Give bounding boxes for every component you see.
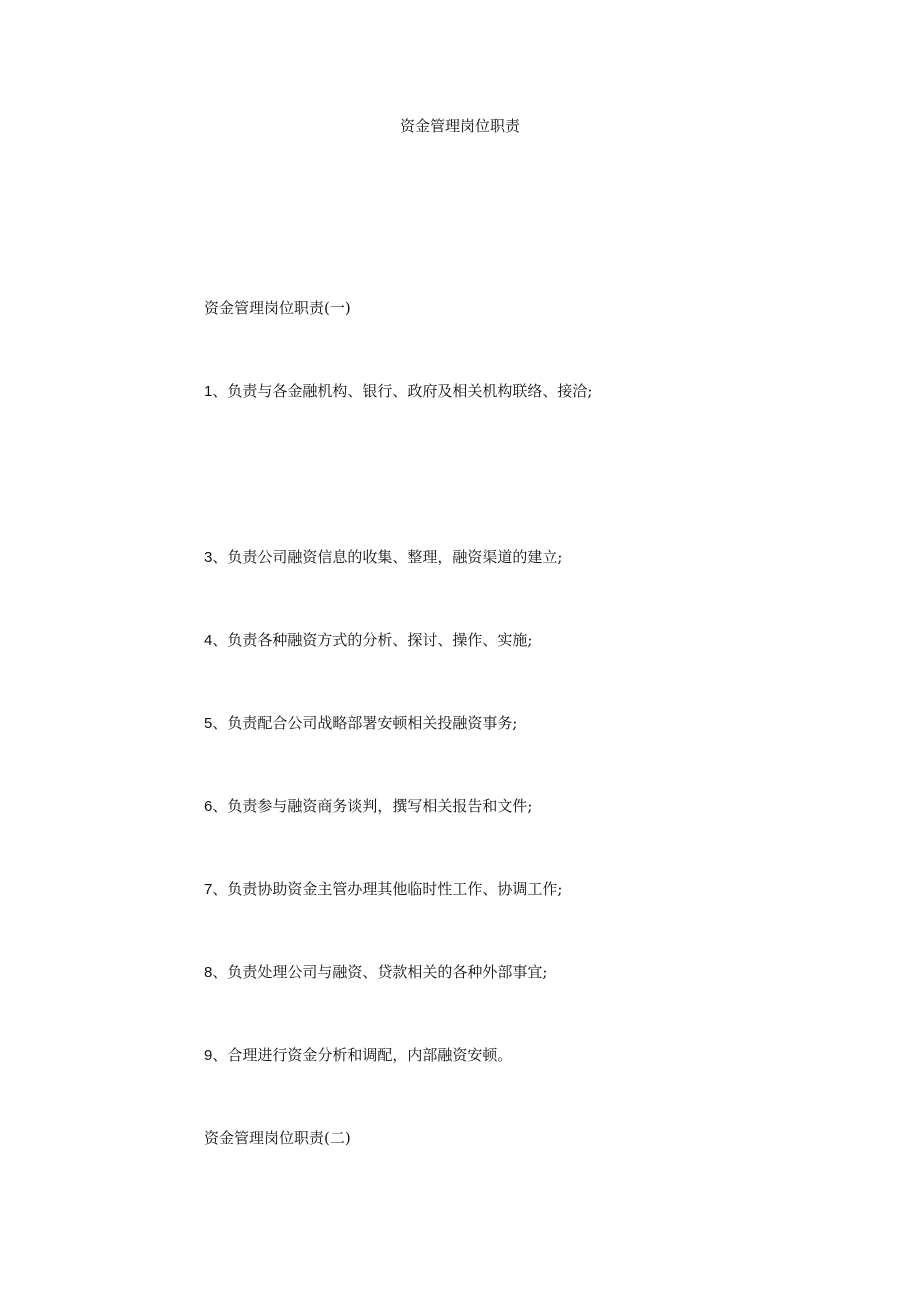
item-number: 3 (204, 549, 213, 566)
section-heading-2: 资金管理岗位职责(二) (204, 1129, 351, 1147)
list-item (204, 1045, 512, 1066)
document-title: 资金管理岗位职责 (399, 117, 520, 135)
list-item (204, 962, 547, 983)
list-item (204, 713, 517, 734)
list-item (204, 630, 532, 651)
item-number: 9 (204, 1047, 213, 1064)
list-item (204, 796, 532, 817)
item-text: 、负责与各金融机构、银行、政府及相关机构联络、接洽; (212, 382, 593, 400)
item-text: 、合理进行资金分析和调配，内部融资安顿。 (212, 1046, 513, 1064)
item-number: 7 (204, 881, 213, 898)
item-number: 4 (204, 632, 213, 649)
list-item (204, 879, 562, 900)
list-item (204, 381, 592, 402)
item-number: 5 (204, 715, 213, 732)
item-number: 1 (204, 383, 213, 400)
item-number: 8 (204, 964, 213, 981)
list-item (204, 547, 562, 568)
section-heading-1: 资金管理岗位职责(一) (204, 299, 351, 317)
item-text: 、负责参与融资商务谈判，撰写相关报告和文件; (212, 797, 533, 815)
item-text: 、负责公司融资信息的收集、整理，融资渠道的建立; (212, 548, 563, 566)
item-text: 、负责配合公司战略部署安顿相关投融资事务; (212, 714, 518, 732)
item-text: 、负责协助资金主管办理其他临时性工作、协调工作; (212, 880, 563, 898)
item-text: 、负责各种融资方式的分析、探讨、操作、实施; (212, 631, 533, 649)
item-text: 、负责处理公司与融资、贷款相关的各种外部事宜; (212, 963, 548, 981)
item-number: 6 (204, 798, 213, 815)
